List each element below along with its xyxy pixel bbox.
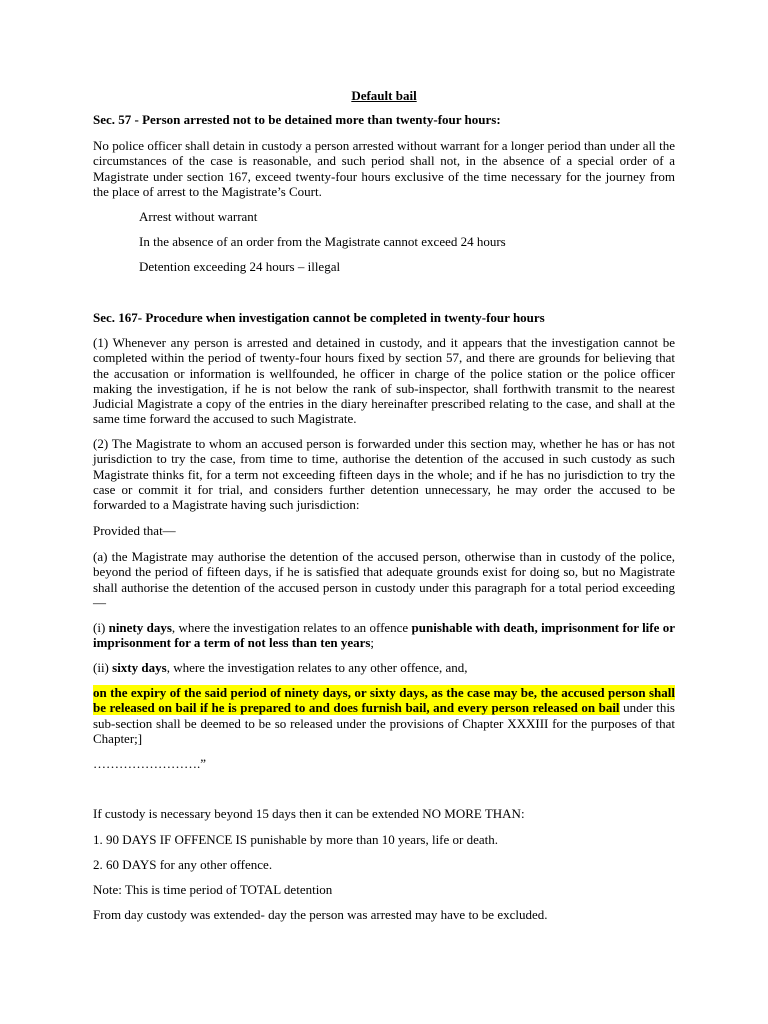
sec167-para2: (2) The Magistrate to whom an accused person is forwarded under this section may, whether he has or has not jurisdiction to try the case, from time to time, authorise the detention of the accused in such custody as such Magistrate thinks fit, for a term not exceeding fifteen days in the whole; and if he has no jurisdiction to try the case or commit it for trial, and considers further detention unnecessary, he may order the accused to be forwarded to a Magistrate having such jurisdiction:: [93, 436, 675, 513]
sec167-item-ii: (ii) sixty days, where the investigation relates to any other offence, and,: [93, 660, 468, 675]
sec57-bullet-2: [115, 234, 675, 249]
provided-that: Provided that—: [93, 523, 176, 538]
notes-item-2: 2. 60 DAYS for any other offence.: [93, 857, 273, 872]
document-title: Default bail: [351, 88, 417, 103]
sec167-para-a: (a) the Magistrate may authorise the detention of the accused person, otherwise than in custody of the police, beyond the period of fifteen days, if he is satisfied that adequate grounds exist for doing so, but no Magistrate shall authorise the detention of the accused person in custody under this paragraph for a total period exceeding—: [93, 549, 675, 610]
sec167-item-i: (i) ninety days, where the investigation relates to an offence punishable with death, imprisonment for life or imprisonment for a term of not less than ten years;: [93, 620, 675, 651]
sec57-bullet-3: [115, 259, 675, 274]
highlighted-release-paragraph: on the expiry of the said period of ninety days, or sixty days, as the case may be, the accused person shall be released on bail if he is prepared to and does furnish bail, and every person released on bail under this sub-section shall be deemed to be so released under the provisions of Chapter XXXIII for the purposes of that Chapter;]: [93, 685, 675, 746]
notes-item-1: 1. 90 DAYS IF OFFENCE IS punishable by more than 10 years, life or death.: [93, 832, 499, 847]
highlighted-text: on the expiry of the said period of ninety days, or sixty days, as the case may be, the accused person shall be released on bail if he is prepared to and does furnish bail, and every person released on bail: [93, 685, 675, 716]
sec57-bullet-1: [115, 209, 675, 224]
notes-note: Note: This is time period of TOTAL detention: [93, 882, 333, 897]
notes-from-day: From day custody was extended- day the person was arrested may have to be excluded.: [93, 907, 548, 922]
sec57-body: No police officer shall detain in custody a person arrested without warrant for a longer period than under all the circumstances of the case is reasonable, and such period shall not, in the absence of a special order of a Magistrate under section 167, exceed twenty-four hours exclusive of the time necessary for the journey from the place of arrest to the Magistrate’s Court.: [93, 138, 675, 199]
bullet-text: Detention exceeding 24 hours – illegal: [139, 259, 341, 274]
bullet-text: Arrest without warrant: [139, 209, 258, 224]
bullet-text: In the absence of an order from the Magistrate cannot exceed 24 hours: [139, 234, 506, 249]
sec57-heading: Sec. 57 - Person arrested not to be detained more than twenty-four hours:: [93, 112, 501, 127]
ellipsis-line: …………………….”: [93, 756, 207, 771]
sec167-heading: Sec. 167- Procedure when investigation cannot be completed in twenty-four hours: [93, 310, 545, 325]
sec167-para1: (1) Whenever any person is arrested and detained in custody, and it appears that the investigation cannot be completed within the period of twenty-four hours fixed by section 57, and there are grounds for believing that the accusation or information is wellfounded, he officer in charge of the police station or the police officer making the investigation, if he is not below the rank of sub-inspector, shall forthwith transmit to the nearest Judicial Magistrate a copy of the entries in the diary hereinafter prescribed relating to the case, and shall at the same time forward the accused to such Magistrate.: [93, 335, 675, 427]
notes-intro: If custody is necessary beyond 15 days then it can be extended NO MORE THAN:: [93, 806, 525, 821]
